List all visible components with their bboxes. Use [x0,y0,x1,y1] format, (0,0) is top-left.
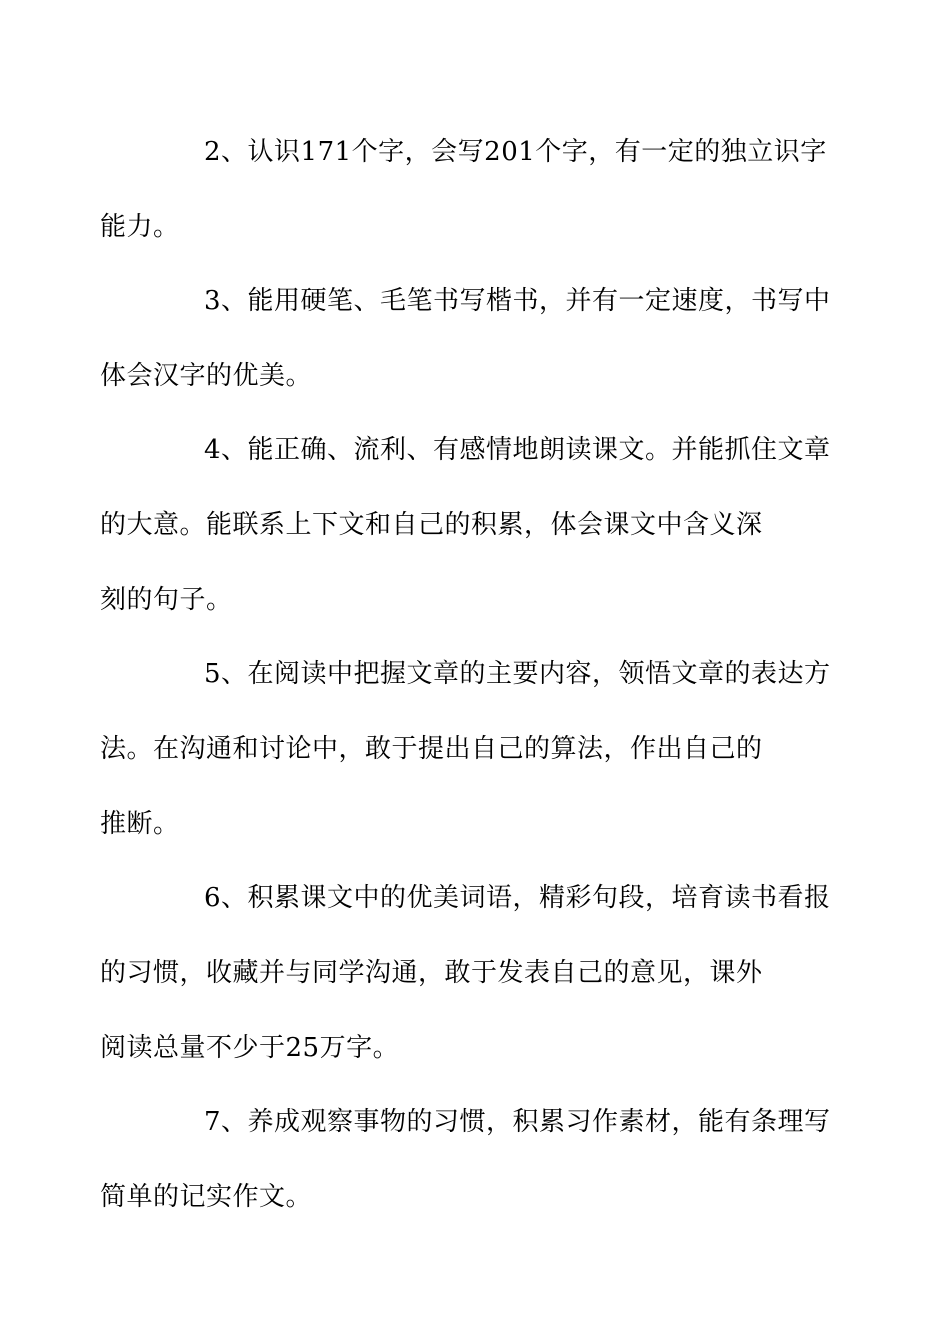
paragraph-item-6 [100,861,831,1086]
paragraph-item-2 [100,115,827,265]
paragraph-line: 体会汉字的优美。 [100,361,313,391]
paragraph-line: 刻的句子。 [100,585,233,615]
paragraph-line: 推断。 [100,809,180,839]
paragraph-line: 6、积累课文中的优美词语，精彩句段，培育读书看报 [204,883,831,913]
paragraph-line: 能力。 [100,212,180,242]
paragraph-line: 5、在阅读中把握文章的主要内容，领悟文章的表达方 [204,659,831,689]
paragraph-item-3 [100,264,831,414]
paragraph-line: 3、能用硬笔、毛笔书写楷书，并有一定速度，书写中 [204,286,831,316]
paragraph-line: 法。在沟通和讨论中，敢于提出自己的算法，作出自己的 [100,734,763,764]
paragraph-line: 4、能正确、流利、有感情地朗读课文。并能抓住文章 [204,435,831,465]
paragraph-line: 阅读总量不少于25万字。 [100,1033,400,1063]
paragraph-item-5 [100,637,831,862]
paragraph-line: 2、认识171个字，会写201个字，有一定的独立识字 [204,137,827,167]
paragraph-item-4 [100,413,831,638]
paragraph-line: 7、养成观察事物的习惯，积累习作素材，能有条理写 [204,1107,831,1137]
paragraph-line: 的大意。能联系上下文和自己的积累，体会课文中含义深 [100,510,763,540]
paragraph-line: 简单的记实作文。 [100,1182,313,1212]
paragraph-line: 的习惯，收藏并与同学沟通，敢于发表自己的意见，课外 [100,958,763,988]
paragraph-item-7 [100,1085,831,1235]
